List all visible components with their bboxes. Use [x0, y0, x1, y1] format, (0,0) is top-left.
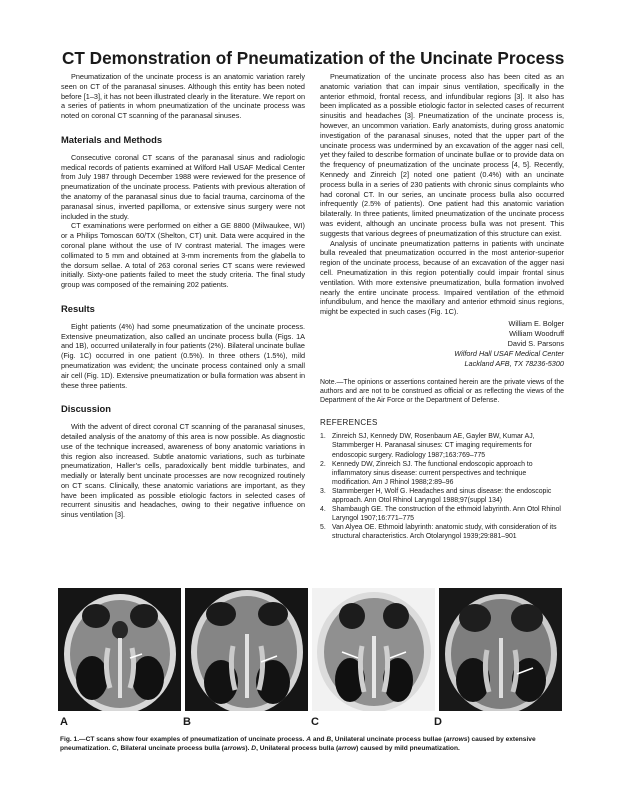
- discussion-paragraph-3: Analysis of uncinate pneumatization patterns in patients with uncinate bulla revealed that pneumatization occurred in the most anterior-superior region of the uncinate process, because of an excavation of the agger nasi cell. Pneumatization in this region potentially could impair frontal sinus ventilation. With more extensive pneumatization, bulla formation involved nearly the entire uncinate process. Impaired ventilation of the ethmoid infundibulum, and hence the maxillary and anterior ethmoid sinus regions, might be expected in such cases (Fig. 1C).: [320, 238, 564, 317]
- panel-label-c: C: [311, 716, 319, 728]
- reference-item: 1. Zinreich SJ, Kennedy DW, Rosenbaum AE, Gayler BW, Kumar AJ, Stammberger H. Paranasal sinuses: CT imaging requirements for endoscopic surgery. Radiology 1987;163:769–775: [320, 433, 535, 459]
- panel-label-b: B: [183, 716, 191, 728]
- article-title: CT Demonstration of Pneumatization of the Uncinate Process: [62, 48, 565, 68]
- reference-item: 2. Kennedy DW, Zinreich SJ. The functional endoscopic approach to inflammatory sinus disease: current perspectives and technique modification. Am J Rhinol 1988;2:89–96: [320, 460, 533, 486]
- ct-scan-image-d: [439, 588, 562, 711]
- author-name: William Woodruff: [509, 328, 564, 338]
- reference-item: 3. Stammberger H, Wolf G. Headaches and sinus disease: the endoscopic approach. Ann Otol Rhinol Laryngol 1988;97(suppl 134): [320, 487, 552, 504]
- ct-scan-image-a: [58, 588, 181, 711]
- discussion-heading: Discussion: [61, 403, 112, 415]
- author-name: David S. Parsons: [507, 338, 564, 348]
- results-paragraph: Eight patients (4%) had some pneumatization of the uncinate process. Extensive pneumatization, also called an uncinate process bulla (Figs. 1A and 1B), occurred unilaterally in four patients (2%). Bilateral uncinate bullae (Fig. 1C) occurred in one patient (0.5%). In three others (1.5%), mild pneumatization was evident; the uncinate process contained only a small air cell (Fig. 1D). Extensive pneumatization or bulla formation was absent in these three patients.: [61, 321, 305, 390]
- materials-paragraph-2: CT examinations were performed on either a GE 8800 (Milwaukee, WI) or a Philips Tomoscan 60/TX (Shelton, CT) unit. Data were acquired in the coronal plane without the use of IV contrast material. The images were collimated to 5 mm and obtained at 3-mm increments from the glabella to the dorsum sellae. A total of 263 coronal series CT scans were reviewed initially. Sixty-one patients failed to meet the study criteria. The final study group was composed of the remaining 202 patients.: [61, 221, 305, 290]
- materials-paragraph-1: Consecutive coronal CT scans of the paranasal sinus and radiologic medical records of patients examined at Wilford Hall USAF Medical Center from July 1987 through December 1988 were reviewed for the presence of pneumatization of the uncinate process. Patients with previous alteration of the anatomy of the paranasal sinus due to facial trauma, carcinoma of the paranasal sinus, inverted papilloma, or extensive sinus surgery were not included in the study.: [61, 152, 305, 221]
- panel-label-a: A: [60, 716, 68, 728]
- reference-item: 5. Van Alyea OE. Ethmoid labyrinth: anatomic study, with consideration of its structural characteristics. Arch Otolaryngol 1939;29:881–901: [320, 524, 557, 541]
- figure-caption: Fig. 1.—CT scans show four examples of pneumatization of uncinate process. A and B, Unilateral uncinate process bullae (arrows) caused by extensive pneumatization. C, Bilateral uncinate process bulla (arrows). D, Unilateral process bulla (arrow) caused by mild pneumatization.: [60, 736, 536, 752]
- discussion-paragraph-1: With the advent of direct coronal CT scanning of the paranasal sinuses, detailed analysis of the anatomy of this area is now possible. As diagnostic use of the technique increased, awareness of bony anatomic variations in this region also increased. Subtle anatomic variations, such as turbinate pneumatization, Haller’s cells, paradoxically bent middle turbinates, and medially or laterally bent uncinate processes are now recognized routinely on CT scans. Clinically, these anatomic variations are important, as they have been implicated as possible etiologic factors in selected cases of recurrent sinusitis and headaches, owing to their negative influence on sinus ventilation [3].: [61, 422, 305, 520]
- figure-ct-scans: [58, 588, 563, 713]
- materials-heading: Materials and Methods: [61, 133, 163, 145]
- intro-paragraph: Pneumatization of the uncinate process is an anatomic variation rarely seen on CT of the paranasal sinuses. Although this entity has been noted before [1–3], it has not been illustrated clearly in the literature. We report on a series of patients in whom pneumatization of the uncinate process was noted on coronal CT scanning of the paranasal sinuses.: [61, 72, 305, 121]
- reference-item: 4. Shambaugh GE. The construction of the ethmoid labyrinth. Ann Otol Rhinol Laryngol 1907;16:771–775: [320, 506, 561, 523]
- author-name: William E. Bolger: [508, 318, 564, 328]
- affiliation-line: Lackland AFB, TX 78236-5300: [464, 358, 564, 368]
- references-heading: REFERENCES: [320, 417, 378, 427]
- affiliation-line: Wilford Hall USAF Medical Center: [454, 348, 564, 358]
- ct-scan-image-b: [185, 588, 308, 711]
- left-column: [61, 72, 305, 520]
- right-column: [320, 72, 564, 541]
- ct-scan-image-c: [312, 588, 435, 711]
- results-heading: Results: [61, 302, 95, 314]
- discussion-paragraph-2: Pneumatization of the uncinate process also has been cited as an anatomic variation that can impair sinus ventilation, specifically in the anterior ethmoid, frontal recess, and infundibular regions [3]. It also has been implicated as a possible etiologic factor in selected cases of recurrent sinusitis and headaches [3]. Pneumatization of the uncinate process is, however, an uncommon variation. Early anatomists, during gross anatomic investigation of the paranasal sinuses, noted that the upper part of the uncinate process was undermined by an excavation of the agger nasi cell, yet they failed to describe formation of uncinate bullae or to provide data on the frequency of pneumatization of the uncinate process [4, 5]. Recently, Kennedy and Zinreich [2] noted one patient (0.4%) with an uncinate process bulla in a series of 230 patients with chronic sinus complaints who had coronal CT. In our series, an uncinate process bulla also occurred infrequently (2.5% of patients). One patient had this anatomic variation bilaterally. In three patients, limited pneumatization of the uncinate process was evident, although an uncinate process bulla was not present. This suggests that various degrees of pneumatization of this structure can exist.: [320, 72, 564, 238]
- panel-label-d: D: [434, 716, 442, 728]
- disclaimer-note: Note.—The opinions or assertions contained herein are the private views of the authors and are not to be construed as official or as reflecting the views of the Department of the Air Force or the Department of Defense.: [320, 378, 564, 405]
- author-signature: [320, 319, 564, 369]
